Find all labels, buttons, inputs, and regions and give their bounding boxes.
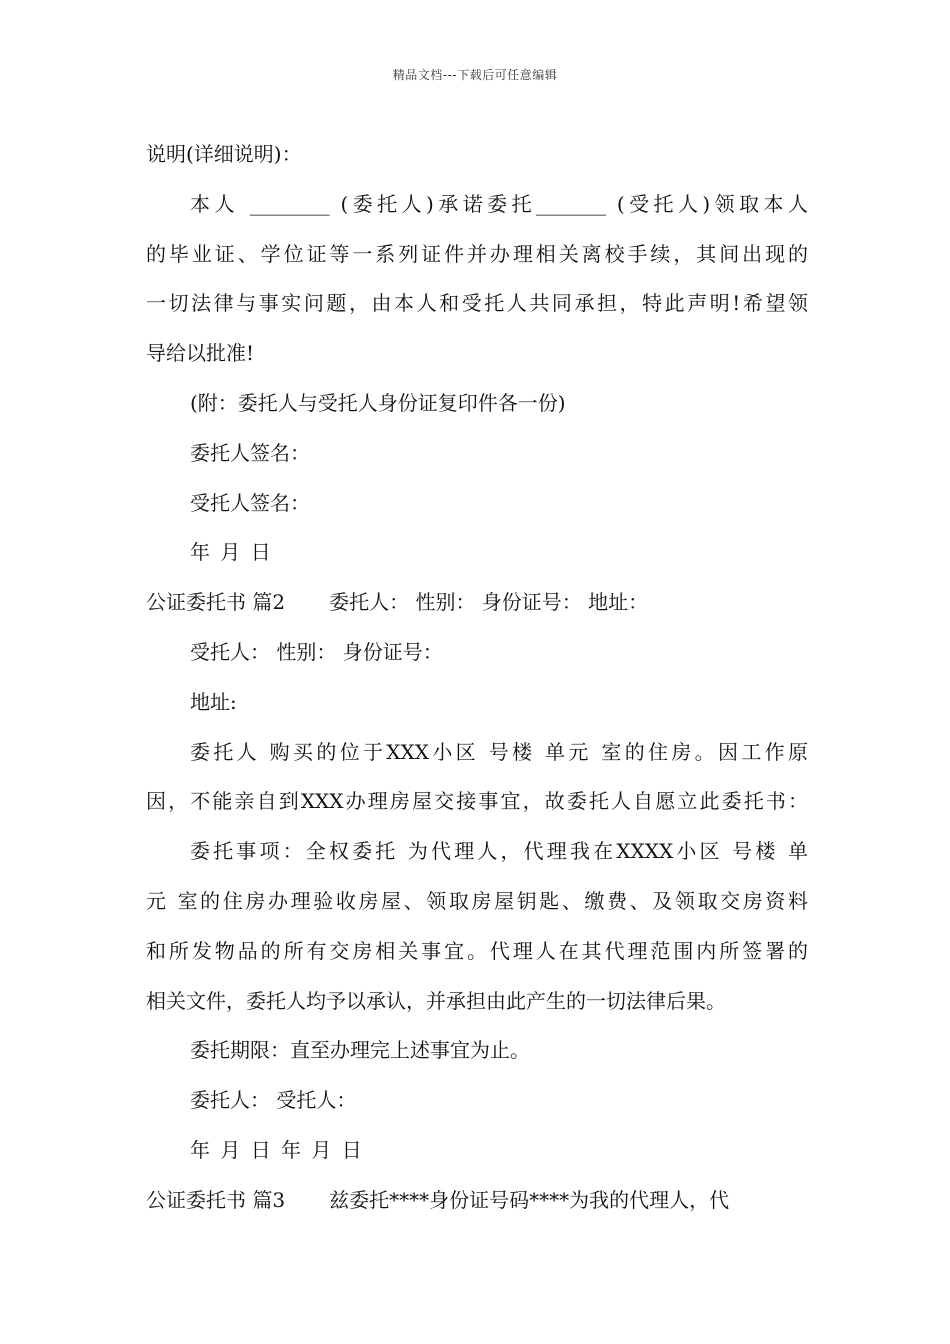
paragraph-line: 的毕业证、学位证等一系列证件并办理相关离校手续，其间出现的: [146, 241, 808, 266]
paragraph-line: 和所发物品的所有交房相关事宜。代理人在其代理范围内所签署的: [146, 938, 808, 963]
client-signature-label: 委托人签名：: [190, 440, 310, 465]
signers-line: 委托人： 受托人：: [190, 1088, 357, 1113]
agent-signature-label: 受托人签名：: [190, 490, 310, 515]
paragraph-line: 相关文件，委托人均予以承认，并承担由此产生的一切法律后果。: [146, 988, 726, 1013]
section3-text: 兹委托****身份证号码****为我的代理人，代: [329, 1187, 730, 1212]
section3-title: 公证委托书 篇3: [146, 1187, 286, 1212]
address-label: 地址:: [190, 689, 237, 714]
section2-title: 公证委托书 篇2: [146, 590, 286, 615]
period-line: 委托期限：直至办理完上述事宜为止。: [190, 1038, 530, 1063]
paragraph-line: 委托事项：全权委托 为代理人，代理我在XXXX小区 号楼 单: [190, 839, 808, 864]
date-line: 年 月 日: [190, 540, 271, 565]
explanation-heading: 说明(详细说明)：: [146, 142, 302, 166]
paragraph-line: 委托人 购买的位于XXX小区 号楼 单元 室的住房。因工作原: [190, 739, 808, 764]
document-body: [146, 130, 808, 1226]
section3-heading-line: [146, 1176, 808, 1226]
paragraph-line: 一切法律与事实问题，由本人和受托人共同承担，特此声明!希望领: [146, 291, 808, 316]
paragraph-line: 本人 ________ (委托人)承诺委托_______ (受托人)领取本人: [190, 191, 808, 216]
section2-heading-line: [146, 578, 808, 628]
client-fields: 委托人： 性别： 身份证号： 地址：: [329, 590, 649, 615]
dates-line: 年 月 日 年 月 日: [190, 1137, 362, 1162]
agent-fields: 受托人： 性别： 身份证号：: [190, 639, 443, 664]
paragraph-line: 导给以批准!: [146, 341, 255, 366]
paragraph-line: 因，不能亲自到XXX办理房屋交接事宜，故委托人自愿立此委托书：: [146, 789, 808, 814]
paragraph-line: 元 室的住房办理验收房屋、领取房屋钥匙、缴费、及领取交房资料: [146, 888, 808, 913]
attachment-note: (附：委托人与受托人身份证复印件各一份): [190, 390, 566, 415]
page-header: 精品文档---下载后可任意编辑: [392, 68, 558, 82]
